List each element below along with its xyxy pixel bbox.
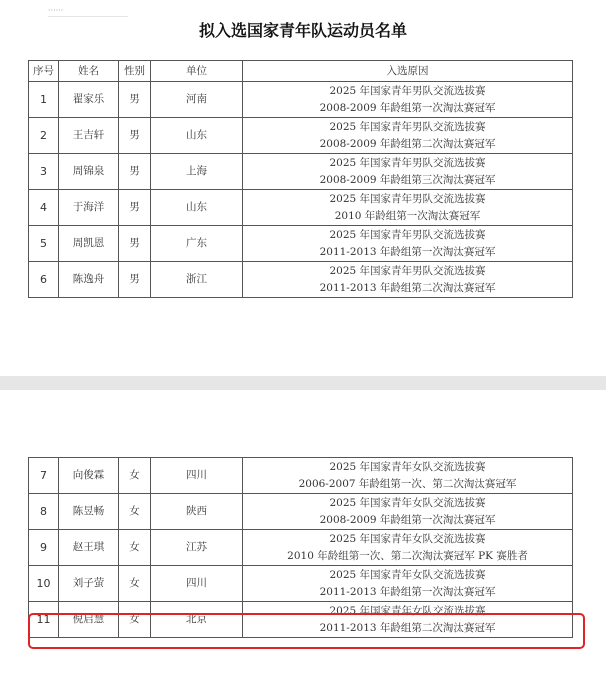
header-gender: 性别	[119, 61, 151, 82]
table-row	[29, 262, 573, 298]
table-row	[29, 530, 573, 566]
cell-unit: 河南	[151, 82, 243, 118]
header-name: 姓名	[59, 61, 119, 82]
cell-gender: 男	[119, 262, 151, 298]
cell-no: 6	[29, 262, 59, 298]
cell-unit: 山东	[151, 190, 243, 226]
cell-name: 赵王琪	[59, 530, 119, 566]
table-row	[29, 458, 573, 494]
reason-line: 2011-2013 年龄组第二次淘汰赛冠军	[319, 281, 496, 294]
cell-gender: 男	[119, 226, 151, 262]
cell-gender: 女	[119, 566, 151, 602]
reason-line: 2025 年国家青年男队交流选拔赛	[329, 84, 486, 97]
cell-no: 3	[29, 154, 59, 190]
table-row	[29, 226, 573, 262]
cell-name: 于海洋	[59, 190, 119, 226]
cell-reason	[243, 602, 573, 638]
table-row	[29, 566, 573, 602]
cell-name: 向俊霖	[59, 458, 119, 494]
cell-name: 陈逸舟	[59, 262, 119, 298]
cell-reason	[243, 530, 573, 566]
reason-line: 2011-2013 年龄组第一次淘汰赛冠军	[319, 585, 496, 598]
table-row	[29, 494, 573, 530]
reason-line: 2025 年国家青年女队交流选拔赛	[329, 496, 486, 509]
cell-name: 周锦泉	[59, 154, 119, 190]
cell-name: 王吉轩	[59, 118, 119, 154]
header-no: 序号	[29, 61, 59, 82]
cell-unit: 四川	[151, 566, 243, 602]
reason-line: 2025 年国家青年男队交流选拔赛	[329, 228, 486, 241]
cell-no: 10	[29, 566, 59, 602]
reason-line: 2011-2013 年龄组第一次淘汰赛冠军	[319, 245, 496, 258]
athlete-table-page-2	[28, 457, 573, 638]
table-row	[29, 602, 573, 638]
reason-line: 2008-2009 年龄组第三次淘汰赛冠军	[319, 173, 496, 186]
reason-line: 2025 年国家青年男队交流选拔赛	[329, 264, 486, 277]
cell-no: 8	[29, 494, 59, 530]
cell-unit: 上海	[151, 154, 243, 190]
document-title: 拟入选国家青年队运动员名单	[198, 21, 407, 40]
cell-name: 翟家乐	[59, 82, 119, 118]
cell-no: 4	[29, 190, 59, 226]
cell-no: 2	[29, 118, 59, 154]
reason-line: 2008-2009 年龄组第一次淘汰赛冠军	[319, 513, 496, 526]
cell-unit: 四川	[151, 458, 243, 494]
reason-line: 2025 年国家青年女队交流选拔赛	[329, 460, 486, 473]
header-stub: ······	[48, 6, 128, 17]
reason-line: 2025 年国家青年女队交流选拔赛	[329, 532, 486, 545]
cell-unit: 陕西	[151, 494, 243, 530]
cell-reason	[243, 226, 573, 262]
cell-reason	[243, 118, 573, 154]
cell-reason	[243, 494, 573, 530]
cell-no: 1	[29, 82, 59, 118]
reason-line: 2008-2009 年龄组第二次淘汰赛冠军	[319, 137, 496, 150]
reason-line: 2010 年龄组第一次、第二次淘汰赛冠军 PK 赛胜者	[287, 549, 528, 562]
cell-reason	[243, 458, 573, 494]
cell-unit: 山东	[151, 118, 243, 154]
reason-line: 2006-2007 年龄组第一次、第二次淘汰赛冠军	[298, 477, 517, 490]
cell-reason	[243, 190, 573, 226]
cell-reason	[243, 154, 573, 190]
table-row	[29, 154, 573, 190]
reason-line: 2008-2009 年龄组第一次淘汰赛冠军	[319, 101, 496, 114]
page-separator	[0, 376, 606, 390]
cell-no: 5	[29, 226, 59, 262]
reason-line: 2011-2013 年龄组第二次淘汰赛冠军	[319, 621, 496, 634]
reason-line: 2025 年国家青年男队交流选拔赛	[329, 156, 486, 169]
cell-name: 倪启慧	[59, 602, 119, 638]
reason-line: 2025 年国家青年男队交流选拔赛	[329, 192, 486, 205]
athlete-table-page-1	[28, 60, 573, 298]
cell-no: 11	[29, 602, 59, 638]
cell-gender: 女	[119, 458, 151, 494]
cell-gender: 男	[119, 82, 151, 118]
cell-reason	[243, 566, 573, 602]
reason-line: 2010 年龄组第一次淘汰赛冠军	[334, 209, 481, 222]
cell-reason	[243, 82, 573, 118]
cell-name: 周凯恩	[59, 226, 119, 262]
cell-unit: 浙江	[151, 262, 243, 298]
table-row	[29, 118, 573, 154]
cell-unit: 江苏	[151, 530, 243, 566]
reason-line: 2025 年国家青年女队交流选拔赛	[329, 604, 486, 617]
cell-gender: 男	[119, 154, 151, 190]
reason-line: 2025 年国家青年男队交流选拔赛	[329, 120, 486, 133]
cell-name: 陈昱畅	[59, 494, 119, 530]
cell-gender: 女	[119, 530, 151, 566]
cell-gender: 女	[119, 494, 151, 530]
cell-gender: 女	[119, 602, 151, 638]
cell-gender: 男	[119, 118, 151, 154]
cell-unit: 北京	[151, 602, 243, 638]
cell-reason	[243, 262, 573, 298]
table-row	[29, 190, 573, 226]
table-row	[29, 82, 573, 118]
cell-no: 9	[29, 530, 59, 566]
header-reason: 入选原因	[243, 61, 573, 82]
document-page-2	[0, 390, 606, 675]
header-unit: 单位	[151, 61, 243, 82]
cell-unit: 广东	[151, 226, 243, 262]
reason-line: 2025 年国家青年女队交流选拔赛	[329, 568, 486, 581]
cell-gender: 男	[119, 190, 151, 226]
cell-no: 7	[29, 458, 59, 494]
cell-name: 刘子萤	[59, 566, 119, 602]
